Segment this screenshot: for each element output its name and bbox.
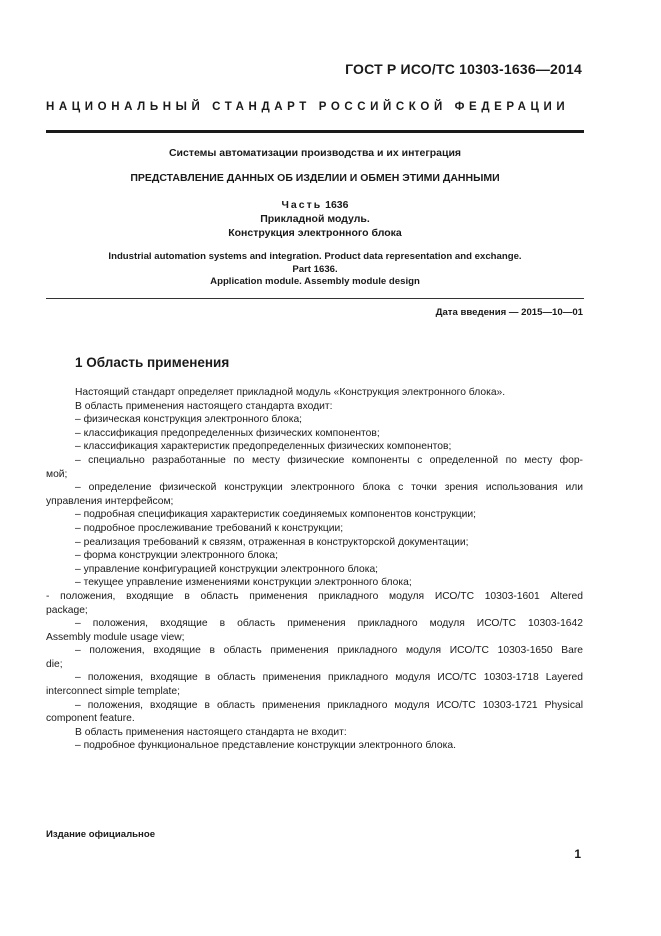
national-standard-banner: НАЦИОНАЛЬНЫЙ СТАНДАРТ РОССИЙСКОЙ ФЕДЕРАЦИИ [46,101,570,113]
paragraph: В область применения настоящего стандарта входит: [75,400,333,412]
list-item: – положения, входящие в область применения прикладного модуля ИСО/ТС 10303-1718 Layered [75,672,583,684]
list-item: – текущее управление изменениями конструкции электронного блока; [75,577,412,589]
list-item: – подробная спецификация характеристик соединяемых компонентов конструкции; [75,509,477,521]
list-item-continued: мой; [46,468,68,480]
paragraph: В область применения настоящего стандарта не входит: [75,726,347,738]
list-item: – управление конфигурацией конструкции электронного блока; [75,563,379,575]
header-rule [46,130,584,133]
english-title-line-2: Part 1636. [292,263,338,275]
edition-note: Издание официальное [46,829,156,840]
list-item: – положения, входящие в область применения прикладного модуля ИСО/ТС 10303-1642 [75,618,583,630]
list-item: – подробное функциональное представление конструкции электронного блока. [75,740,456,752]
list-item: – классификация предопределенных физических компонентов; [75,427,380,439]
list-item-continued: Assembly module usage view; [46,631,185,643]
part-number: 1636 [325,199,349,211]
document-code: ГОСТ Р ИСО/ТС 10303-1636—2014 [345,61,582,77]
list-item: – форма конструкции электронного блока; [75,550,278,562]
list-item: – классификация характеристик предопределенных физических компонентов; [75,441,452,453]
list-item: - положения, входящие в область применения прикладного модуля ИСО/ТС 10303-1601 Altered [46,590,583,602]
title-rule [46,298,584,299]
english-title-line-3: Application module. Assembly module design [210,276,420,287]
effective-date: Дата введения — 2015—10—01 [435,307,583,318]
list-item: – положения, входящие в область применения прикладного модуля ИСО/ТС 10303-1650 Bare [75,645,583,657]
list-item-continued: die; [46,658,63,670]
english-title [46,251,584,289]
title-line-2: ПРЕДСТАВЛЕНИЕ ДАННЫХ ОБ ИЗДЕЛИИ И ОБМЕН ЭТИМИ ДАННЫМИ [130,172,500,184]
list-item: – физическая конструкция электронного блока; [75,414,303,426]
list-item-continued: управления интерфейсом; [46,495,174,507]
english-title-line-1: Industrial automation systems and integration. Product data representation and exchange. [108,251,522,262]
list-item-continued: component feature. [46,713,135,725]
part-word: Часть [281,199,323,211]
list-item: – определение физической конструкции электронного блока с точки зрения использования или [75,482,583,494]
title-line-1: Системы автоматизации производства и их интеграция [168,147,462,159]
page-number: 1 [574,847,581,861]
list-item: – реализация требований к связям, отраженная в конструкторской документации; [75,536,469,548]
module-name: Конструкция электронного блока [228,227,402,239]
section-body [46,386,583,753]
list-item-continued: interconnect simple template; [46,686,180,698]
list-item: – подробное прослеживание требований к конструкции; [75,522,344,534]
module-label: Прикладной модуль. [260,213,370,225]
list-item: – специально разработанные по месту физические компоненты с определенной по месту фор- [75,454,583,466]
list-item-continued: package; [46,604,88,616]
list-item: – положения, входящие в область применения прикладного модуля ИСО/ТС 10303-1721 Physical [75,699,583,711]
paragraph: Настоящий стандарт определяет прикладной модуль «Конструкция электронного блока». [75,387,506,398]
section-heading: 1 Область применения [75,355,230,370]
part-block [46,198,584,240]
